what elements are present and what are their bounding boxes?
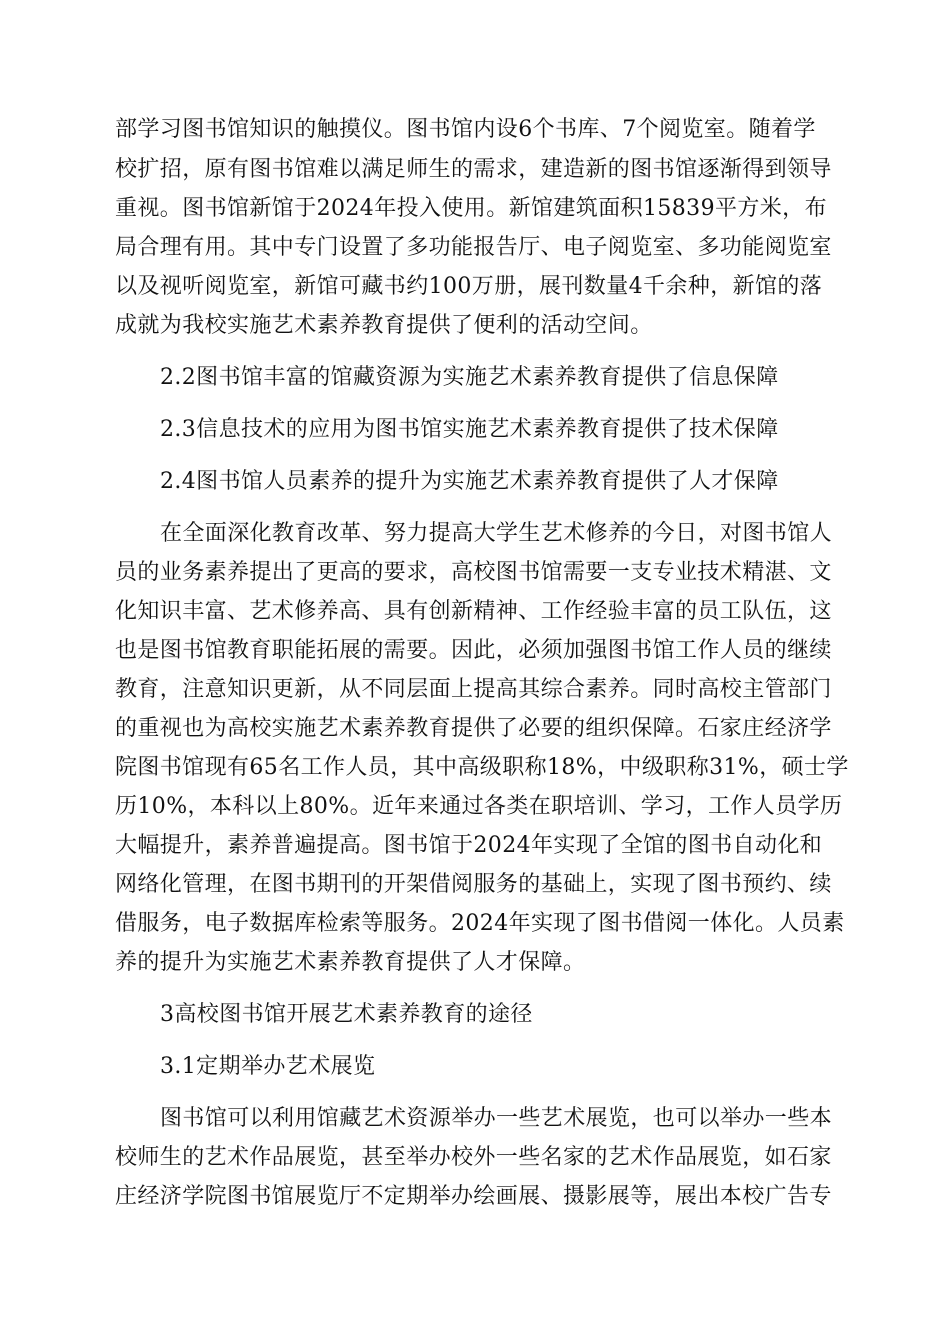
body-text-line: 化知识丰富、艺术修养高、具有创新精神、工作经验丰富的员工队伍，这 xyxy=(115,599,832,624)
body-text-line: 也是图书馆教育职能拓展的需要。因此，必须加强图书馆工作人员的继续 xyxy=(115,638,832,663)
body-text-line: 院图书馆现有65名工作人员，其中高级职称18%，中级职称31%，硕士学 xyxy=(115,755,849,780)
body-text-line: 以及视听阅览室，新馆可藏书约100万册，展刊数量4千余种，新馆的落 xyxy=(115,274,823,299)
section-heading: 2.2图书馆丰富的馆藏资源为实施艺术素养教育提供了信息保障 xyxy=(160,365,779,390)
body-text-line: 成就为我校实施艺术素养教育提供了便利的活动空间。 xyxy=(115,313,653,338)
body-text-line: 借服务，电子数据库检索等服务。2024年实现了图书借阅一体化。人员素 xyxy=(115,911,845,936)
section-heading: 3高校图书馆开展艺术素养教育的途径 xyxy=(160,1002,533,1027)
body-text-line: 部学习图书馆知识的触摸仪。图书馆内设6个书库、7个阅览室。随着学 xyxy=(115,117,816,142)
body-text-line: 局合理有用。其中专门设置了多功能报告厅、电子阅览室、多功能阅览室 xyxy=(115,235,832,260)
body-text-line: 庄经济学院图书馆展览厅不定期举办绘画展、摄影展等，展出本校广告专 xyxy=(115,1184,832,1209)
section-heading: 2.4图书馆人员素养的提升为实施艺术素养教育提供了人才保障 xyxy=(160,469,779,494)
body-text-line: 图书馆可以利用馆藏艺术资源举办一些艺术展览，也可以举办一些本 xyxy=(160,1106,833,1131)
body-text-line: 校扩招，原有图书馆难以满足师生的需求，建造新的图书馆逐渐得到领导 xyxy=(115,157,832,182)
body-text-line: 校师生的艺术作品展览，甚至举办校外一些名家的艺术作品展览，如石家 xyxy=(115,1145,832,1170)
body-text-line: 大幅提升，素养普遍提高。图书馆于2024年实现了全馆的图书自动化和 xyxy=(115,833,823,858)
body-text-line: 网络化管理，在图书期刊的开架借阅服务的基础上，实现了图书预约、续 xyxy=(115,872,832,897)
body-text-line: 重视。图书馆新馆于2024年投入使用。新馆建筑面积15839平方米，布 xyxy=(115,196,827,221)
section-heading: 2.3信息技术的应用为图书馆实施艺术素养教育提供了技术保障 xyxy=(160,417,779,442)
section-heading: 3.1定期举办艺术展览 xyxy=(160,1054,376,1079)
body-text-line: 教育，注意知识更新，从不同层面上提高其综合素养。同时高校主管部门 xyxy=(115,677,832,702)
body-text-line: 历10%，本科以上80%。近年来通过各类在职培训、学习，工作人员学历 xyxy=(115,794,843,819)
body-text-line: 的重视也为高校实施艺术素养教育提供了必要的组织保障。石家庄经济学 xyxy=(115,716,832,741)
body-text-line: 员的业务素养提出了更高的要求，高校图书馆需要一支专业技术精湛、文 xyxy=(115,560,832,585)
body-text-line: 在全面深化教育改革、努力提高大学生艺术修养的今日，对图书馆人 xyxy=(160,521,833,546)
body-text-line: 养的提升为实施艺术素养教育提供了人才保障。 xyxy=(115,950,586,975)
